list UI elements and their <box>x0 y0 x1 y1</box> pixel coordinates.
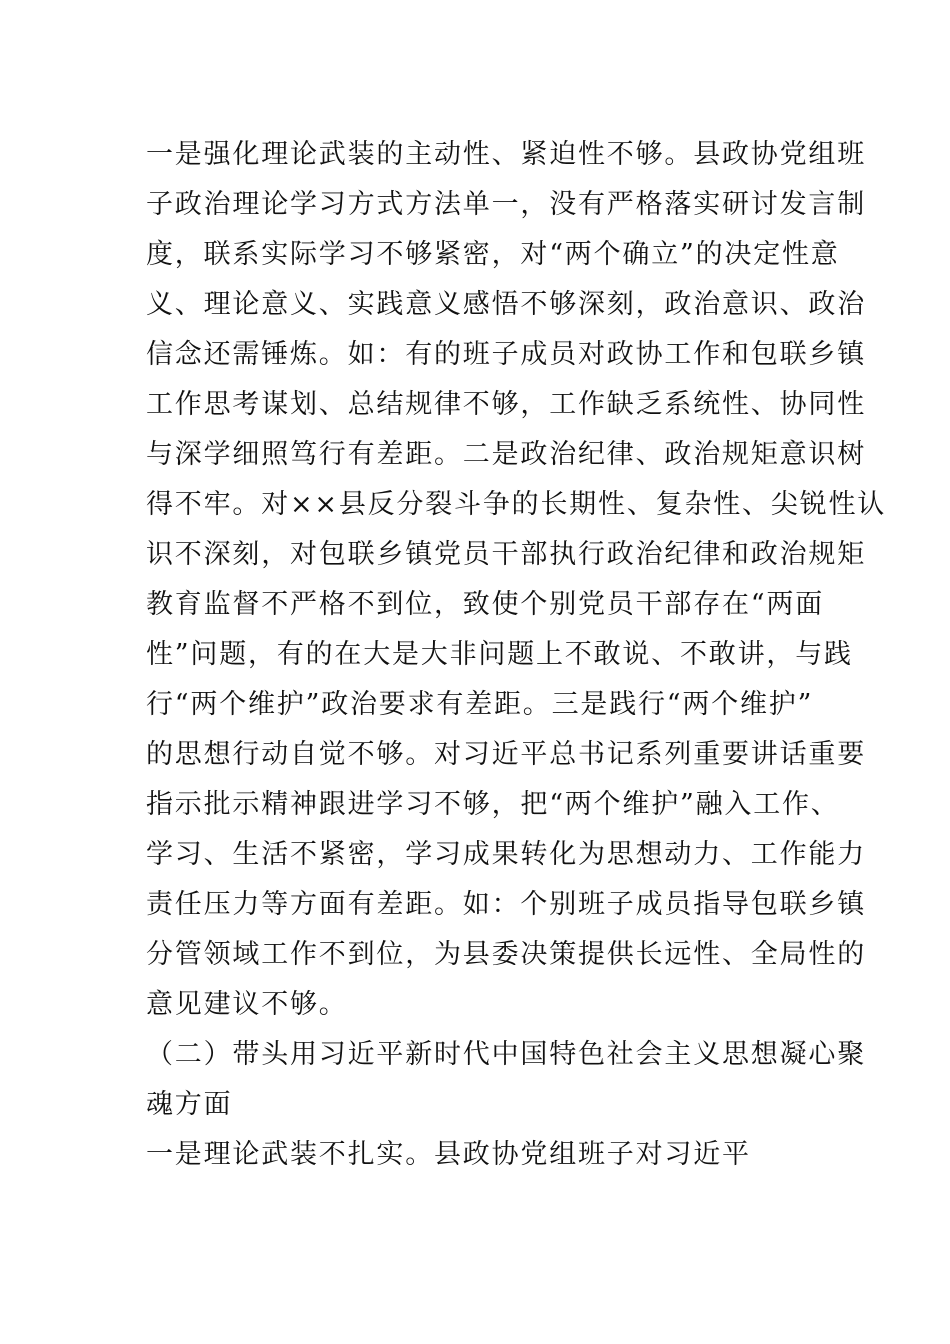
text-line: 识不深刻，对包联乡镇党员干部执行政治纪律和政治规矩 <box>146 539 866 570</box>
text-line: 信念还需锤炼。如：有的班子成员对政协工作和包联乡镇 <box>146 339 866 370</box>
text-line: 教育监督不严格不到位，致使个别党员干部存在“两面 <box>146 589 825 620</box>
section-heading: （二）带头用习近平新时代中国特色社会主义思想凝心聚 <box>146 1039 866 1070</box>
section-heading-continued: 魂方面 <box>146 1089 233 1120</box>
text-line: 意见建议不够。 <box>146 989 348 1020</box>
text-line: 的思想行动自觉不够。对习近平总书记系列重要讲话重要 <box>146 739 866 770</box>
text-line: 工作思考谋划、总结规律不够，工作缺乏系统性、协同性 <box>146 389 866 420</box>
text-line: 与深学细照笃行有差距。二是政治纪律、政治规矩意识树 <box>146 439 866 470</box>
text-line: 学习、生活不紧密，学习成果转化为思想动力、工作能力 <box>146 839 866 870</box>
text-line: 指示批示精神跟进学习不够，把“两个维护”融入工作、 <box>146 789 840 820</box>
text-line: 责任压力等方面有差距。如：个别班子成员指导包联乡镇 <box>146 889 866 920</box>
text-line: 一是强化理论武装的主动性、紧迫性不够。县政协党组班 <box>146 139 866 170</box>
text-line: 行“两个维护”政治要求有差距。三是践行“两个维护” <box>146 689 814 720</box>
text-line: 子政治理论学习方式方法单一，没有严格落实研讨发言制 <box>146 189 866 220</box>
text-line: 一是理论武装不扎实。县政协党组班子对习近平 <box>146 1139 751 1170</box>
text-line: 得不牢。对××县反分裂斗争的长期性、复杂性、尖锐性认 <box>146 489 887 520</box>
text-line: 义、理论意义、实践意义感悟不够深刻，政治意识、政治 <box>146 289 866 320</box>
text-line: 分管领域工作不到位，为县委决策提供长远性、全局性的 <box>146 939 866 970</box>
text-line: 性”问题，有的在大是大非问题上不敢说、不敢讲，与践 <box>146 639 853 670</box>
text-line: 度，联系实际学习不够紧密，对“两个确立”的决定性意 <box>146 239 840 270</box>
